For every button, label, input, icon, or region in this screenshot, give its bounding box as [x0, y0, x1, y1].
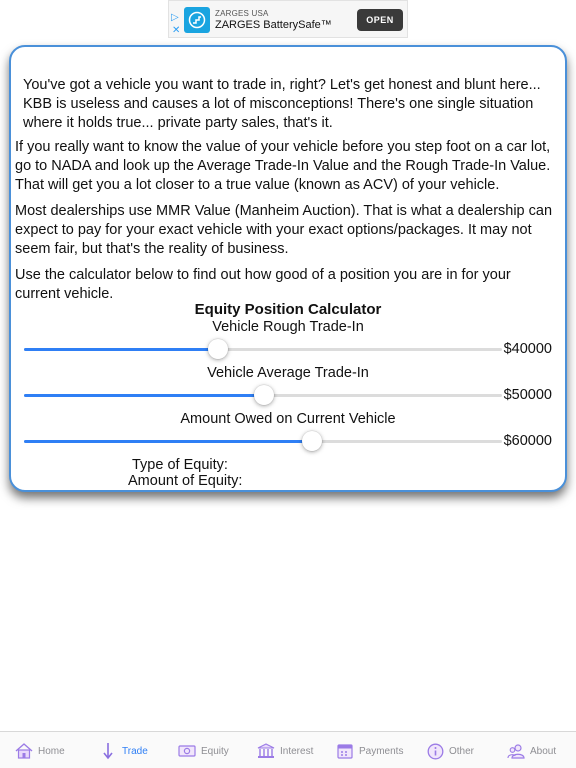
tab-home-label: Home	[38, 745, 65, 757]
tab-interest[interactable]	[257, 741, 313, 761]
amount-owed-fill	[24, 440, 312, 443]
amount-owed-thumb[interactable]	[302, 431, 322, 451]
rough-trade-in-fill	[24, 348, 218, 351]
amount-of-equity-label: Amount of Equity:	[128, 473, 243, 489]
tab-other-label: Other	[449, 745, 475, 757]
rough-trade-in-slider[interactable]	[24, 348, 502, 351]
tab-bar	[0, 731, 576, 768]
tab-equity-label: Equity	[201, 745, 229, 757]
tab-home[interactable]	[15, 741, 65, 761]
average-trade-in-thumb[interactable]	[254, 385, 274, 405]
bank-icon	[257, 742, 275, 760]
amount-owed-value: $60000	[503, 433, 552, 449]
adchoices-icon[interactable]: ▷	[171, 12, 179, 23]
tab-about[interactable]	[507, 741, 556, 761]
amount-owed-slider[interactable]	[24, 440, 502, 443]
house-icon	[15, 742, 33, 760]
intro-paragraph-3: Most dealerships use MMR Value (Manheim Auction). That is what a dealership can expect to pay for your exact vehicle with your exact options/packages. It may not seem fair, but that's the reality of business.	[15, 203, 553, 257]
ad-banner[interactable]	[168, 0, 408, 38]
tab-trade[interactable]	[99, 741, 148, 761]
intro-paragraph-2: If you really want to know the value of your vehicle before you step foot on a car lot, go to NADA and look up the Average Trade-In Value and the Rough Trade-In Value. That will get you a lot closer to a true value (known as ACV) of your vehicle.	[15, 139, 551, 193]
average-trade-in-fill	[24, 394, 264, 397]
ad-sponsor: ZARGES USA	[215, 9, 269, 18]
ad-close-icon[interactable]: ✕	[172, 25, 181, 36]
intro-paragraph-4: Use the calculator below to find out how good of a position you are in for your current vehicle.	[15, 267, 511, 302]
amount-owed-label: Amount Owed on Current Vehicle	[180, 411, 396, 427]
ad-logo-icon	[184, 7, 210, 33]
calendar-icon	[336, 742, 354, 760]
average-trade-in-value: $50000	[503, 387, 552, 403]
tab-equity[interactable]	[178, 741, 229, 761]
intro-paragraph-1: You've got a vehicle you want to trade in, right? Let's get honest and blunt here... KBB is useless and causes a lot of misconceptions! There's one single situation where it holds true... private party sales, that's it.	[23, 77, 541, 131]
rough-trade-in-thumb[interactable]	[208, 339, 228, 359]
rough-trade-in-label: Vehicle Rough Trade-In	[212, 319, 364, 335]
trade-card	[9, 45, 567, 492]
calculator-title: Equity Position Calculator	[194, 301, 382, 318]
tab-payments-label: Payments	[359, 745, 404, 757]
average-trade-in-slider[interactable]	[24, 394, 502, 397]
ad-open-button[interactable]: OPEN	[357, 9, 403, 31]
tab-payments[interactable]	[336, 741, 403, 761]
rough-trade-in-value: $40000	[503, 341, 552, 357]
people-icon	[507, 742, 525, 760]
down-arrow-icon	[99, 742, 117, 760]
tab-trade-label: Trade	[122, 745, 148, 757]
tab-about-label: About	[530, 745, 557, 757]
type-of-equity-label: Type of Equity:	[132, 457, 228, 473]
tab-other[interactable]	[426, 741, 474, 761]
info-icon	[426, 742, 444, 760]
tab-interest-label: Interest	[280, 745, 314, 757]
money-icon	[178, 742, 196, 760]
average-trade-in-label: Vehicle Average Trade-In	[207, 365, 369, 381]
ad-title: ZARGES BatterySafe™	[215, 19, 332, 31]
